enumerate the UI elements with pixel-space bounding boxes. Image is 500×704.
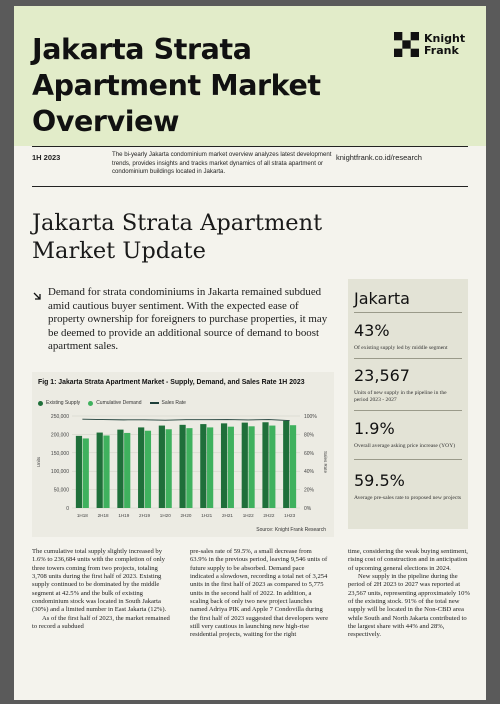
- body-column-3: time, considering the weak buying sentiment, rising cost of construction and in anticipation of upcoming general elections in 2024. New supply in the pipeline during the period of 2H 2023 to 2027 was reported at 23,567 units, representing approximately 10% of the existing stock. 91% of the total new supply will be located in the Non-CBD area while South and North Jakarta contributed to the largest share with 44% and 28%, respectively.: [348, 548, 470, 639]
- key-stats-panel: [348, 279, 468, 529]
- chart-source: Source: Knight Frank Research: [256, 527, 326, 533]
- y-tick-label: 0: [66, 506, 69, 512]
- stat-value: 23,567: [354, 366, 410, 385]
- bar-cumulative-demand: [166, 429, 172, 508]
- bar-existing-supply: [138, 427, 144, 508]
- report-page: [14, 6, 486, 700]
- stat-label: Overall average asking price increase (YOY): [354, 443, 456, 449]
- bar-existing-supply: [76, 436, 82, 508]
- y-tick-label: 100,000: [50, 469, 69, 476]
- stat-value: 43%: [354, 321, 390, 340]
- chart-legend: [38, 400, 194, 406]
- legend-swatch: [88, 401, 93, 406]
- stat-label: Of existing supply led by middle segment: [354, 345, 448, 351]
- x-tick-label: 2H18: [97, 513, 109, 518]
- report-period: 1H 2023: [32, 153, 61, 162]
- x-tick-label: 1H23: [284, 513, 296, 518]
- x-tick-label: 2H20: [180, 513, 192, 518]
- legend-cumulative-demand: Cumulative Demand: [88, 400, 141, 406]
- legend-sales-rate: Sales Rate: [150, 400, 186, 406]
- y-tick-label: 150,000: [50, 450, 69, 457]
- bar-cumulative-demand: [269, 426, 275, 508]
- lead-paragraph: Demand for strata condominiums in Jakarta remained subdued amid cautious buyer sentiment. With the expected ease of property ownership for foreigners to purchase properties, it may be deemed to provide an additional source of demand to boost apartment sales.: [48, 286, 328, 353]
- stats-divider: [354, 358, 462, 359]
- bar-existing-supply: [97, 433, 103, 508]
- y2-tick-label: 40%: [304, 469, 315, 476]
- website-link[interactable]: knightfrank.co.id/research: [336, 153, 422, 162]
- section-title: Jakarta Strata Apartment Market Update: [32, 210, 323, 264]
- bar-existing-supply: [180, 425, 186, 508]
- bar-cumulative-demand: [103, 436, 109, 508]
- bar-cumulative-demand: [228, 427, 234, 508]
- x-tick-label: 2H21: [221, 513, 233, 518]
- page-title-line1: Jakarta Strata: [32, 33, 252, 66]
- legend-swatch: [38, 401, 43, 406]
- stat-value: 59.5%: [354, 471, 405, 490]
- bar-existing-supply: [242, 423, 248, 508]
- y-tick-label: 250,000: [50, 414, 69, 420]
- bar-existing-supply: [200, 424, 206, 508]
- intro-text: The bi-yearly Jakarta condominium market overview analyzes latest development trends, provides insights and tracks market dynamics of all strata apartment or condominium buildings located in Jakarta.: [112, 151, 332, 176]
- bar-cumulative-demand: [145, 431, 151, 508]
- bar-existing-supply: [262, 422, 268, 508]
- x-tick-label: 1H18: [76, 513, 88, 518]
- chart-title: Fig 1: Jakarta Strata Apartment Market - Supply, Demand, and Sales Rate 1H 2023: [38, 379, 305, 386]
- page-title: [32, 32, 402, 140]
- y-axis-label: Units: [36, 456, 41, 468]
- stats-divider: [354, 459, 462, 460]
- body-column-2: pre-sales rate of 59.5%, a small decrease from 63.9% in the previous period, leaving 9,546 units of future supply to be absorbed. Demand pace indicated a slowdown, recording a total net of 3,254 units in the first half of 2023 as compared to 5,775 units in the second half of 2022. In addition, a scaling back of only two new project launches named Adriya PIK and Apple 7 Condovilla during the first half of 2023 suggested that developers were still very cautious in launching new high-rise residential projects, waiting for the right: [190, 548, 329, 639]
- bar-cumulative-demand: [186, 428, 192, 508]
- stat-value: 1.9%: [354, 419, 395, 438]
- supply-demand-chart: [32, 372, 334, 537]
- y2-tick-label: 80%: [304, 432, 315, 439]
- y2-tick-label: 0%: [304, 506, 312, 512]
- stat-label: Units of new supply in the pipeline in the period 2023 - 2027: [354, 390, 447, 404]
- divider-top: [32, 146, 468, 147]
- chart-plot: [32, 408, 334, 526]
- knight-frank-logo-icon: [394, 32, 419, 57]
- key-stats-title: Jakarta: [354, 289, 410, 308]
- bar-existing-supply: [117, 430, 123, 508]
- x-tick-label: 2H19: [139, 513, 151, 518]
- y-tick-label: 200,000: [50, 432, 69, 439]
- arrow-right-icon: [32, 291, 42, 301]
- sales-rate-line: [82, 419, 289, 420]
- x-tick-label: 1H20: [159, 513, 171, 518]
- header-band: [14, 6, 486, 146]
- stats-divider: [354, 410, 462, 411]
- legend-existing-supply: Existing Supply: [38, 400, 80, 406]
- bar-existing-supply: [221, 423, 227, 508]
- bar-cumulative-demand: [248, 426, 254, 508]
- page-title-line2: Apartment Market Overview: [32, 69, 321, 138]
- x-tick-label: 1H19: [118, 513, 130, 518]
- x-tick-label: 1H21: [201, 513, 213, 518]
- bar-existing-supply: [283, 421, 289, 508]
- logo-wordmark: Knight Frank: [424, 31, 466, 57]
- bar-cumulative-demand: [290, 425, 296, 508]
- bar-existing-supply: [159, 426, 165, 508]
- divider-bottom: [32, 186, 468, 187]
- bar-cumulative-demand: [83, 438, 89, 508]
- bar-cumulative-demand: [124, 433, 130, 508]
- stats-divider: [354, 312, 462, 313]
- body-column-1: The cumulative total supply slightly increased by 1.6% to 236,684 units with the completion of only three towers coming from two projects, totaling 3,708 units during the first half of 2023. Existing supply continued to be dominated by the middle segment at 42.5% and the bulk of existing condominium stock was located in South Jakarta (30%) and a limited number in East Jakarta (12%). As of the first half of 2023, the market remained to record a subdued: [32, 548, 170, 631]
- y-tick-label: 50,000: [53, 487, 69, 494]
- y2-tick-label: 100%: [304, 414, 317, 420]
- y2-axis-label: Sales Rate: [323, 450, 328, 474]
- bar-cumulative-demand: [207, 427, 213, 508]
- legend-line: [150, 402, 159, 403]
- y2-tick-label: 60%: [304, 450, 315, 457]
- y2-tick-label: 20%: [304, 487, 315, 494]
- stat-label: Average pre-sales rate to proposed new projects: [354, 495, 462, 501]
- x-tick-label: 2H22: [263, 513, 275, 518]
- knight-frank-logo: [394, 32, 465, 57]
- x-tick-label: 1H22: [242, 513, 254, 518]
